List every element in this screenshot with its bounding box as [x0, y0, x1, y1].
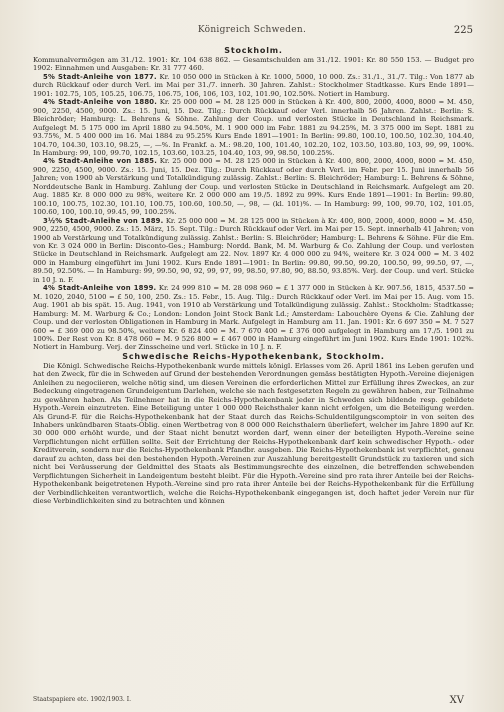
section-title-hypothekenbank: Schwedische Reichs-Hypothekenbank, Stockholm.	[122, 351, 385, 361]
loan-text-1885: Kr. 25 000 000 = M. 28 125 000 in Stücken à Kr. 400, 800, 2000, 4000, 8000 = M. 450, 900, 2250, 4500, 9000. Zs.: 15. Juni, 15. Dez. Tilg.: Durch Rückkauf oder durch Verl. im Febr. per 15. Juni innerhalb 56 Jahren; von 1900 ab Verstärkung und Totalkündigung zulässig. Zahlst.: Berlin: S. Bleichröder; Hamburg: L. Behrens & Söhne, Norddeutsche Bank in Hamburg. Zahlung der Coup. und verlosten Stücke in Deutschland in Reichsmark. Aufgelegt am 20. Aug. 1885 Kr. 8 000 000 zu 98%, weitere Kr. 2 000 000 am 19./5. 1892 zu 99%. Kurs Ende 1891—1901: In Berlin: 99.80, 100.10, 100.75, 102.30, 101.10, 100.75, 100.60, 100.50, —, 98, — (kl. 101)%. — In Hamburg: 99, 100, 99.70, 102, 101.05, 100.60, 100, 100.10, 99.45, 99, 100.25%.	[33, 157, 474, 217]
paragraph-hypothekenbank: Die Königl. Schwedische Reichs-Hypothekenbank wurde mittels königl. Erlasses vom 26. April 1861 ins Leben gerufen und hat den Zweck, für die in Schweden auf Grund der bestehenden Verordnungen gemäss bestätigten Hypoth.-Vereine diejenigen Anleihen zu negociieren, welche nötig sind, um diesen Vereinen die erforderlichen Mittel zur Erfüllung ihres Zweckes, an zur Bedeckung eingetragenen Grundeigentum Darlehen, welche sie nach festgesetzten Regeln zu gewähren haben, zur Teilnahme zu gewähren haben. Als Teilnehmer hat in die Reichs-Hypothekenbank jeder in Schweden sich bildende resp. gebildete Hypoth.-Verein einzutreten. Eine Beteiligung unter 1 000 000 Reichsthaler kann nicht erfolgen, um die Beteiligung werden. Als Grund-F. für die Reichs-Hypothekenbank hat der Staat durch das Reichs-Schuldentilgungscomptoir in von seiten des Inhabers unkündbaren Staats-Oblig. einen Wertbetrag von 8 000 000 Reichsthalern überliefert, welcher im Jahre 1890 auf Kr. 30 000 000 erhöht wurde, und der Staat nicht benutzt worden darf, wenn einer der beteiligten Hypoth.-Vereine seine Verpflichtungen nicht erfüllen sollte. Seit der Errichtung der Reichs-Hypothekenbank darf kein schwedischer Hypoth.- oder Kreditverein, sondern nur die Reichs-Hypothekenbank Pfandbr. ausgeben. Die Reichs-Hypothekenbank ist verpflichtet, genau darauf zu achten, dass bei den bestehenden Hypoth.-Vereinen zur Auszahlung bereitgestellt Grundstück zu taxieren und sich nicht bei Veräusserung der Geldmittel des Staats als Bestimmungsrechte des einzelnen, die betreffenden schwebenden Verpflichtungen Sicherheit in Landeigentum besteht bleibt. Für die Hypoth.-Vereine sind pro rata ihrer Anteile bei der Reichs-Hypothekenbank beigetretenen Hypoth.-Vereine sind pro rata ihrer Anteile bei der Reichs-Hypothekenbank für die Erfüllung der Verbindlichkeiten verantwortlich, welche die Reichs-Hypothekenbank eingegangen ist, doch haftet jeder Verein nur für diese Verbindlichkeiten sind zu betrachten und können	[33, 361, 474, 506]
page-body	[33, 46, 474, 506]
section-title-stockholm: Stockholm.	[224, 46, 283, 55]
loan-heading-1877: 5% Stadt-Anleihe von 1877.	[43, 72, 157, 81]
loan-heading-1880: 4% Stadt-Anleihe von 1880.	[43, 98, 158, 107]
paragraph-loan-1889	[33, 217, 474, 285]
loan-heading-1889: 3½% Stadt-Anleihe von 1889.	[43, 216, 164, 225]
loan-text-1889: Kr. 25 000 000 = M. 28 125 000 in Stücken à Kr. 400, 800, 2000, 4000, 8000 = M. 450, 900, 2250, 4500, 9000. Zs.: 15. März, 15. Sept. Tilg.: Durch Rückkauf oder Verl. im Mai per 15. Sept. innerhalb 41 Jahren; von 1900 ab Verstärkung und Totalkündigung zulässig. Zahlst.: Berlin: S. Bleichröder; Hamburg: L. Behrens & Söhne. Für die Em. von Kr. 3 024 000 in Berlin: Disconto-Ges.; Hamburg: Nordd. Bank, M. M. Warburg & Co. Zahlung der Coup. und verlosten Stücke in Deutschland in Reichsmark. Aufgelegt am 22. Nov. 1897 Kr. 4 000 000 zu 94%, weitere Kr. 3 024 000 = M. 3 402 000 in Hamburg eingeführt im Juni 1902. Kurs Ende 1891—1901: In Berlin: 99.80, 99.50, 99.20, 100.50, 99, 99.50, 97, —, 89.50, 92.50%. — In Hamburg: 99, 99.50, 90, 92, 99, 97, 99, 98.50, 97.80, 90, 88.50, 93.85%. Verj. der Coup. und verl. Stücke in 10 J. n. F.	[33, 216, 474, 284]
paragraph-loan-1877	[33, 73, 474, 98]
loan-text-1877: Kr. 10 050 000 in Stücken à Kr. 1000, 5000, 10 000. Zs.: 31./1., 31./7. Tilg.: Von 1877 ab durch Rückkauf oder durch Verl. im Mai per 31./7. innerh. 30 Jahren. Zahlst.: Stockholmer Stadtkasse. Kurs Ende 1891—1901: 102.75, 105, 105.25, 106.75, 106.75, 106, 106, 103, 102, 101.90, 102.50%. Notiert in Hamburg.	[33, 72, 474, 98]
paragraph-loan-1899	[33, 284, 474, 352]
loan-text-1899: Kr. 24 999 810 = M. 28 098 960 = £ 1 377 000 in Stücken à Kr. 907.56, 1815, 4537.50 = M. 1020, 2040, 5100 = £ 50, 100, 250. Zs.: 15. Febr., 15. Aug. Tilg.: Durch Rückkauf oder Verl. im Mai per 15. Aug. vom 15. Aug. 1901 ab bis spät. 15. Aug. 1941, von 1910 ab Verstärkung und Totalkündigung zulässig. Zahlst.: Stockholm: Stadtkasse; Hamburg: M. M. Warburg & Co.; London: London Joint Stock Bank Ld.; Amsterdam: Labouchère Oyens & Cie. Zahlung der Coup. und der verlosten Obligationen in Hamburg in Mark. Aufgelegt in Hamburg am 11. Jan. 1901: Kr. 6 697 350 = M. 7 527 600 = £ 369 000 zu 98.50%, weitere Kr. 6 824 400 = M. 7 670 400 = £ 376 000 aufgelegt in Hamburg am 17./5. 1901 zu 100%. Der Rest von Kr. 8 478 060 = M. 9 526 800 = £ 467 000 in Hamburg eingeführt im Juni 1902. Kurs Ende 1901: 102%. Notiert in Hamburg. Verj. der Zinsscheine und verl. Stücke in 10 J. n. F.	[33, 284, 474, 352]
footer-sheet-number: XV	[449, 695, 464, 706]
paragraph-loan-1880	[33, 98, 474, 157]
loan-heading-1885: 4% Stadt-Anleihe von 1885.	[43, 157, 158, 166]
paragraph-budget: Kommunalvermögen am 31./12. 1901: Kr. 104 638 862. — Gesamtschulden am 31./12. 1901: Kr. 80 550 153. — Budget pro 1902: Einnahmen und Ausgaben: Kr. 31 777 460.	[33, 56, 474, 73]
page-number: 225	[453, 25, 473, 36]
loan-heading-1899: 4% Stadt-Anleihe von 1899.	[43, 284, 157, 293]
paragraph-loan-1885	[33, 157, 474, 216]
running-head: Königreich Schweden.	[197, 25, 307, 35]
footer-signature: Staatspapiere etc. 1902/1903. I.	[33, 696, 132, 703]
loan-text-1880: Kr. 25 000 000 = M. 28 125 000 in Stücken à Kr. 400, 800, 2000, 4000, 8000 = M. 450, 900, 2250, 4500, 9000. Zs.: 15. Juni, 15. Dez. Tilg.: Durch Rückkauf oder Verl. innerhalb 56 Jahren. Zahlst.: Berlin: S. Bleichröder; Hamburg: L. Behrens & Söhne. Zahlung der Coup. und verlosten Stücke in Deutschland in Reichsmark. Aufgelegt M. 5 175 000 im April 1880 zu 94.50%, M. 1 900 000 im Febr. 1881 zu 94.25%, M. 3 375 000 im Sept. 1881 zu 93.75%, M. 5 400 000 im 16. Mai 1884 zu 95.25% Kurs Ende 1891—1901: In Berlin: 99.80, 100.10, 100.50, 102.30, 104.40, 104.70, 104.30, 103.10, 98.25, —, —%. In Frankf. a. M.: 98.20, 100, 101.40, 102.20, 102, 103.50, 103.80, 103, 99, 99, 100%. In Hamburg: 99, 100, 99.70, 102.15, 103.60, 103.25, 104.40, 103, 99, 98.50, 100.25%.	[33, 98, 474, 157]
